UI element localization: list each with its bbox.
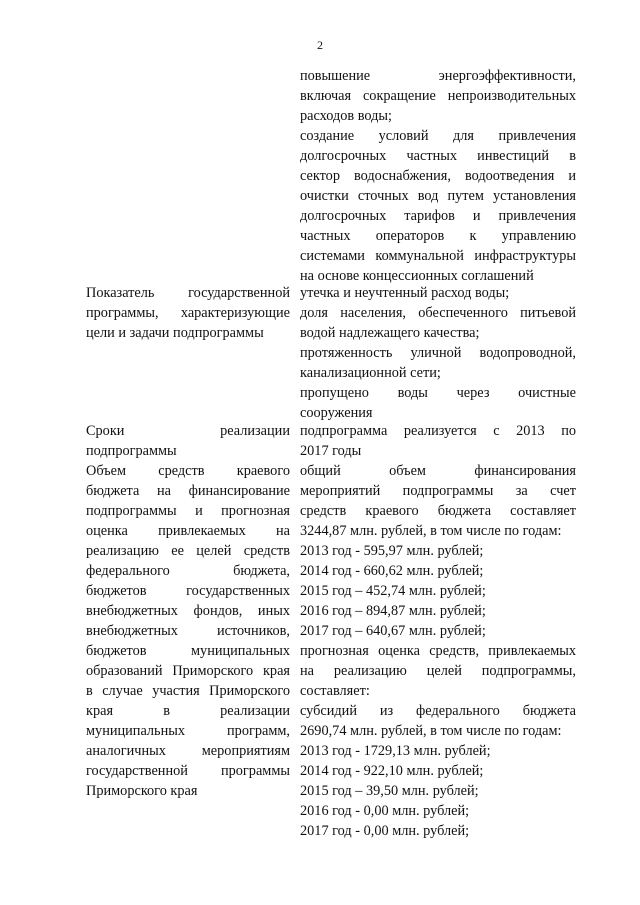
goal-text-line: на основе концессионных соглашений <box>300 268 534 284</box>
terms-label-line: подпрограммы <box>86 443 177 459</box>
goal-text-line: сектор водоснабжения, водоотведения и <box>300 168 576 184</box>
funding-value-line: 2014 год - 660,62 млн. рублей; <box>300 563 484 579</box>
funding-value-line: 2013 год - 1729,13 млн. рублей; <box>300 743 491 759</box>
funding-label-line: в случае участия Приморского <box>86 683 290 699</box>
terms-value-line: 2017 годы <box>300 443 362 459</box>
funding-value-line: составляет: <box>300 683 370 699</box>
funding-value-line: 2016 год – 894,87 млн. рублей; <box>300 603 486 619</box>
funding-label-line: бюджетов государственных <box>86 583 290 599</box>
funding-value-line: прогнозная оценка средств, привлекаемых <box>300 643 576 659</box>
indicators-value-line: протяженность уличной водопроводной, <box>300 345 576 361</box>
indicators-value-line: пропущено воды через очистные <box>300 385 576 401</box>
funding-value-line: 2015 год – 452,74 млн. рублей; <box>300 583 486 599</box>
goal-text-line: включая сокращение непроизводительных <box>300 88 576 104</box>
terms-value-line: подпрограмма реализуется с 2013 по <box>300 423 576 439</box>
indicators-value-line: утечка и неучтенный расход воды; <box>300 285 510 301</box>
funding-value-line: 2016 год - 0,00 млн. рублей; <box>300 803 470 819</box>
funding-label-line: внебюджетных фондов, иных <box>86 603 290 619</box>
funding-value-line: 2015 год – 39,50 млн. рублей; <box>300 783 479 799</box>
funding-label-line: внебюджетных источников, <box>86 623 290 639</box>
funding-label-line: реализацию ее целей средств <box>86 543 290 559</box>
funding-label-line: бюджета на финансирование <box>86 483 290 499</box>
funding-value-line: 2017 год - 0,00 млн. рублей; <box>300 823 470 839</box>
funding-value-line: мероприятий подпрограммы за счет <box>300 483 576 499</box>
funding-value-line: средств краевого бюджета составляет <box>300 503 576 519</box>
goal-text-line: долгосрочных тарифов и привлечения <box>300 208 576 224</box>
funding-label-line: аналогичных мероприятиям <box>86 743 290 759</box>
indicators-label-line: цели и задачи подпрограммы <box>86 325 264 341</box>
funding-value-line: общий объем финансирования <box>300 463 576 479</box>
page-number: 2 <box>317 38 323 52</box>
goal-text-line: повышение энергоэффективности, <box>300 68 576 84</box>
terms-label-line: Сроки реализации <box>86 423 290 439</box>
funding-value-line: 2017 год – 640,67 млн. рублей; <box>300 623 486 639</box>
goal-text-line: расходов воды; <box>300 108 392 124</box>
funding-label-line: края в реализации <box>86 703 290 719</box>
indicators-value-line: водой надлежащего качества; <box>300 325 480 341</box>
goal-text-line: частных операторов к управлению <box>300 228 576 244</box>
funding-label-line: Объем средств краевого <box>86 463 290 479</box>
indicators-value-line: доля населения, обеспеченного питьевой <box>300 305 576 321</box>
funding-label-line: оценка привлекаемых на <box>86 523 290 539</box>
funding-label-line: государственной программы <box>86 763 290 779</box>
funding-value-line: 2013 год - 595,97 млн. рублей; <box>300 543 484 559</box>
indicators-value-line: сооружения <box>300 405 373 421</box>
goal-text-line: системами коммунальной инфраструктуры <box>300 248 576 264</box>
indicators-value-line: канализационной сети; <box>300 365 441 381</box>
indicators-label-line: программы, характеризующие <box>86 305 290 321</box>
funding-label-line: муниципальных программ, <box>86 723 290 739</box>
goal-text-line: очистки сточных вод путем установления <box>300 188 576 204</box>
funding-value-line: 2690,74 млн. рублей, в том числе по годам: <box>300 723 562 739</box>
goal-text-line: долгосрочных частных инвестиций в <box>300 148 576 164</box>
funding-label-line: федерального бюджета, <box>86 563 290 579</box>
funding-value-line: субсидий из федерального бюджета <box>300 703 576 719</box>
indicators-label-line: Показатель государственной <box>86 285 290 301</box>
goal-text-line: создание условий для привлечения <box>300 128 576 144</box>
funding-value-line: на реализацию целей подпрограммы, <box>300 663 576 679</box>
funding-value-line: 2014 год - 922,10 млн. рублей; <box>300 763 484 779</box>
funding-value-line: 3244,87 млн. рублей, в том числе по годам: <box>300 523 562 539</box>
funding-label-line: образований Приморского края <box>86 663 290 679</box>
funding-label-line: подпрограммы и прогнозная <box>86 503 290 519</box>
funding-label-line: бюджетов муниципальных <box>86 643 290 659</box>
funding-label-line: Приморского края <box>86 783 198 799</box>
